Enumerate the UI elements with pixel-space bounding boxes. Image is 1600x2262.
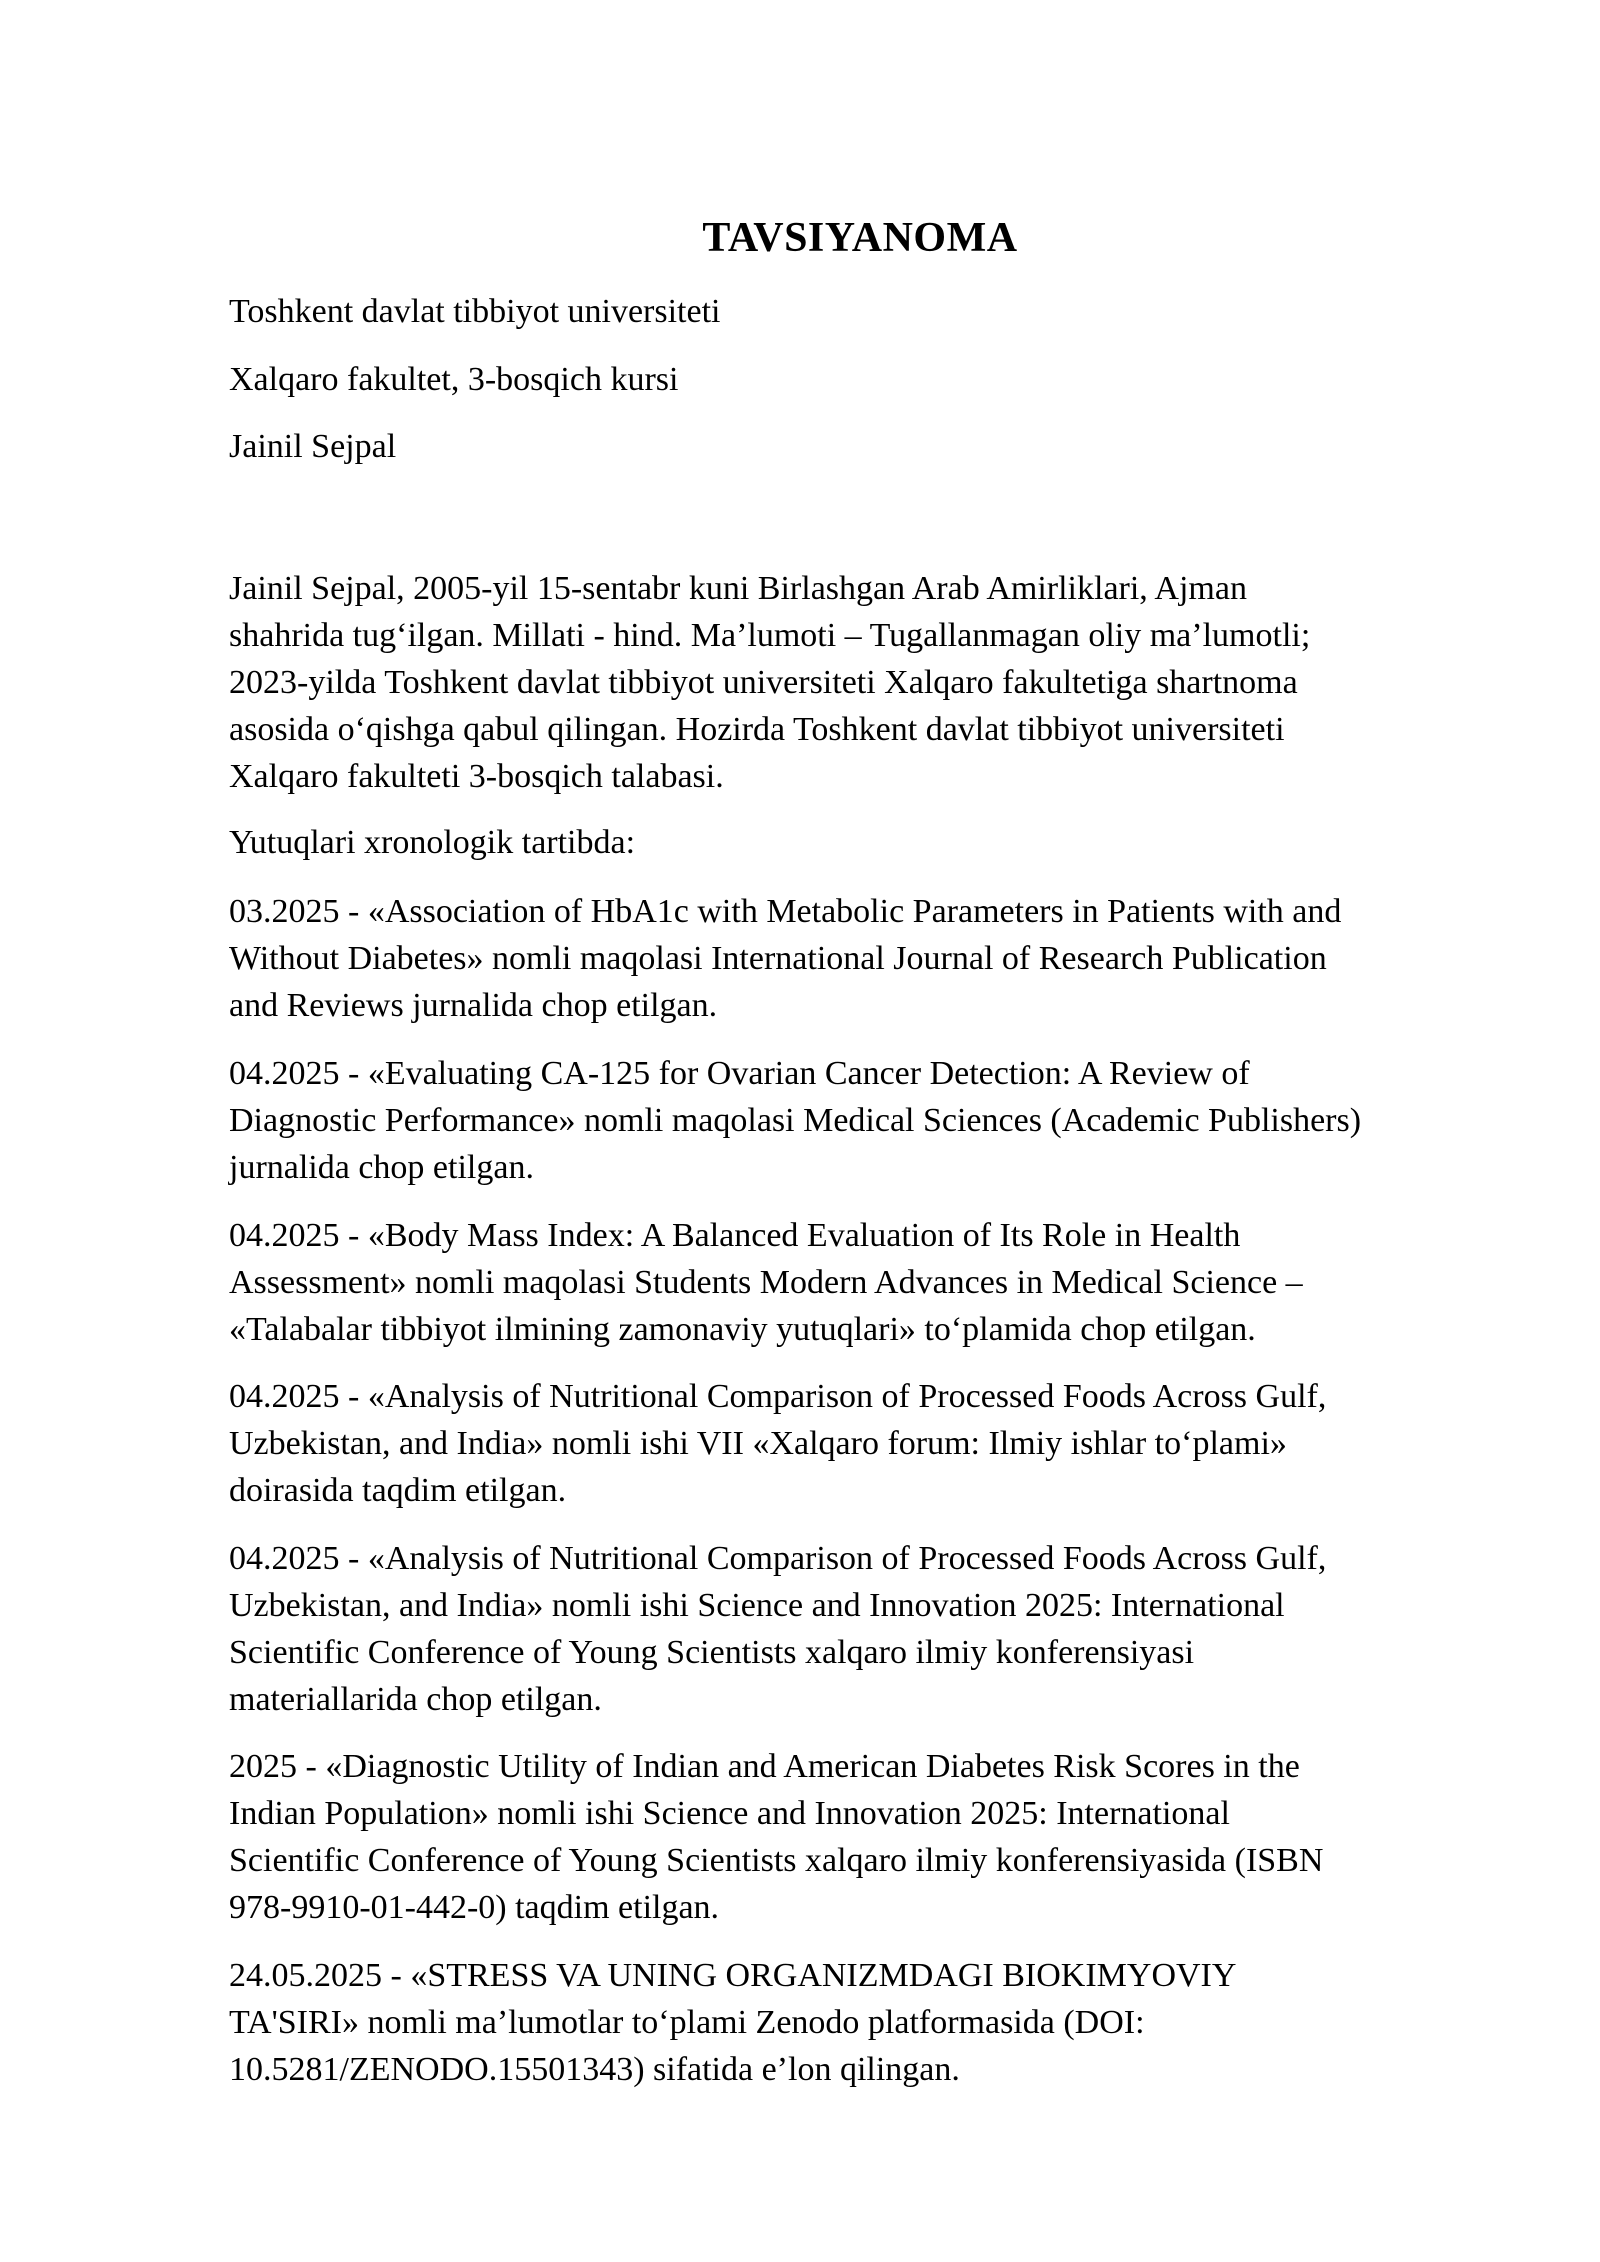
achievement-line: 2025 - «Diagnostic Utility of Indian and American Diabetes Risk Scores in the <box>229 1748 1300 1785</box>
achievement-line: Assessment» nomli maqolasi Students Modern Advances in Medical Science – <box>229 1264 1303 1301</box>
intro-line: asosida o‘qishga qabul qilingan. Hozirda Toshkent davlat tibbiyot universiteti <box>229 711 1285 748</box>
achievement-line: 04.2025 - «Analysis of Nutritional Comparison of Processed Foods Across Gulf, <box>229 1378 1327 1415</box>
achievement-item <box>229 1050 1529 1191</box>
achievement-line: 04.2025 - «Analysis of Nutritional Comparison of Processed Foods Across Gulf, <box>229 1540 1327 1577</box>
achievement-line: Diagnostic Performance» nomli maqolasi Medical Sciences (Academic Publishers) <box>229 1102 1362 1139</box>
achievement-line: and Reviews jurnalida chop etilgan. <box>229 987 718 1024</box>
intro-line: Xalqaro fakulteti 3-bosqich talabasi. <box>229 758 724 795</box>
achievement-item <box>229 1952 1529 2093</box>
achievement-line: doirasida taqdim etilgan. <box>229 1472 567 1509</box>
achievement-item <box>229 1743 1529 1931</box>
achievement-line: materiallarida chop etilgan. <box>229 1681 602 1718</box>
achievement-item <box>229 1535 1529 1723</box>
achievement-line: Indian Population» nomli ishi Science and Innovation 2025: International <box>229 1795 1230 1832</box>
achievement-line: 978-9910-01-442-0) taqdim etilgan. <box>229 1889 720 1926</box>
document-title: TAVSIYANOMA <box>702 215 1018 261</box>
achievement-line: 10.5281/ZENODO.15501343) sifatida e’lon qilingan. <box>229 2051 960 2088</box>
achievement-line: Uzbekistan, and India» nomli ishi VII «Xalqaro forum: Ilmiy ishlar to‘plami» <box>229 1425 1287 1462</box>
achievement-line: Uzbekistan, and India» nomli ishi Science and Innovation 2025: International <box>229 1587 1285 1624</box>
intro-line: Jainil Sejpal, 2005-yil 15-sentabr kuni Birlashgan Arab Amirliklari, Ajman <box>229 570 1247 607</box>
achievements-heading <box>229 819 1529 866</box>
achievement-line: jurnalida chop etilgan. <box>229 1149 534 1186</box>
achievement-line: 04.2025 - «Body Mass Index: A Balanced Evaluation of Its Role in Health <box>229 1217 1241 1254</box>
achievement-line: «Talabalar tibbiyot ilmining zamonaviy yutuqlari» to‘plamida chop etilgan. <box>229 1311 1256 1348</box>
achievement-line: 03.2025 - «Association of HbA1c with Metabolic Parameters in Patients with and <box>229 893 1342 930</box>
faculty-line: Xalqaro fakultet, 3-bosqich kursi <box>229 361 679 398</box>
student-name-line: Jainil Sejpal <box>229 428 397 465</box>
achievement-line: 04.2025 - «Evaluating CA-125 for Ovarian Cancer Detection: A Review of <box>229 1055 1250 1092</box>
achievement-item <box>229 1373 1529 1514</box>
achievements-heading-text: Yutuqlari xronologik tartibda: <box>229 824 636 861</box>
university-line: Toshkent davlat tibbiyot universiteti <box>229 293 721 330</box>
achievement-line: Scientific Conference of Young Scientists xalqaro ilmiy konferensiyasi <box>229 1634 1195 1671</box>
achievement-line: Without Diabetes» nomli maqolasi International Journal of Research Publication <box>229 940 1327 977</box>
achievement-line: Scientific Conference of Young Scientists xalqaro ilmiy konferensiyasida (ISBN <box>229 1842 1324 1879</box>
achievement-item <box>229 888 1529 1029</box>
achievement-line: 24.05.2025 - «STRESS VA UNING ORGANIZMDAGI BIOKIMYOVIY <box>229 1957 1237 1994</box>
intro-paragraph <box>229 565 1529 800</box>
achievement-line: TA'SIRI» nomli ma’lumotlar to‘plami Zenodo platformasida (DOI: <box>229 2004 1145 2041</box>
intro-line: 2023-yilda Toshkent davlat tibbiyot universiteti Xalqaro fakultetiga shartnoma <box>229 664 1298 701</box>
achievement-item <box>229 1212 1529 1353</box>
intro-line: shahrida tug‘ilgan. Millati - hind. Ma’lumoti – Tugallanmagan oliy ma’lumotli; <box>229 617 1311 654</box>
